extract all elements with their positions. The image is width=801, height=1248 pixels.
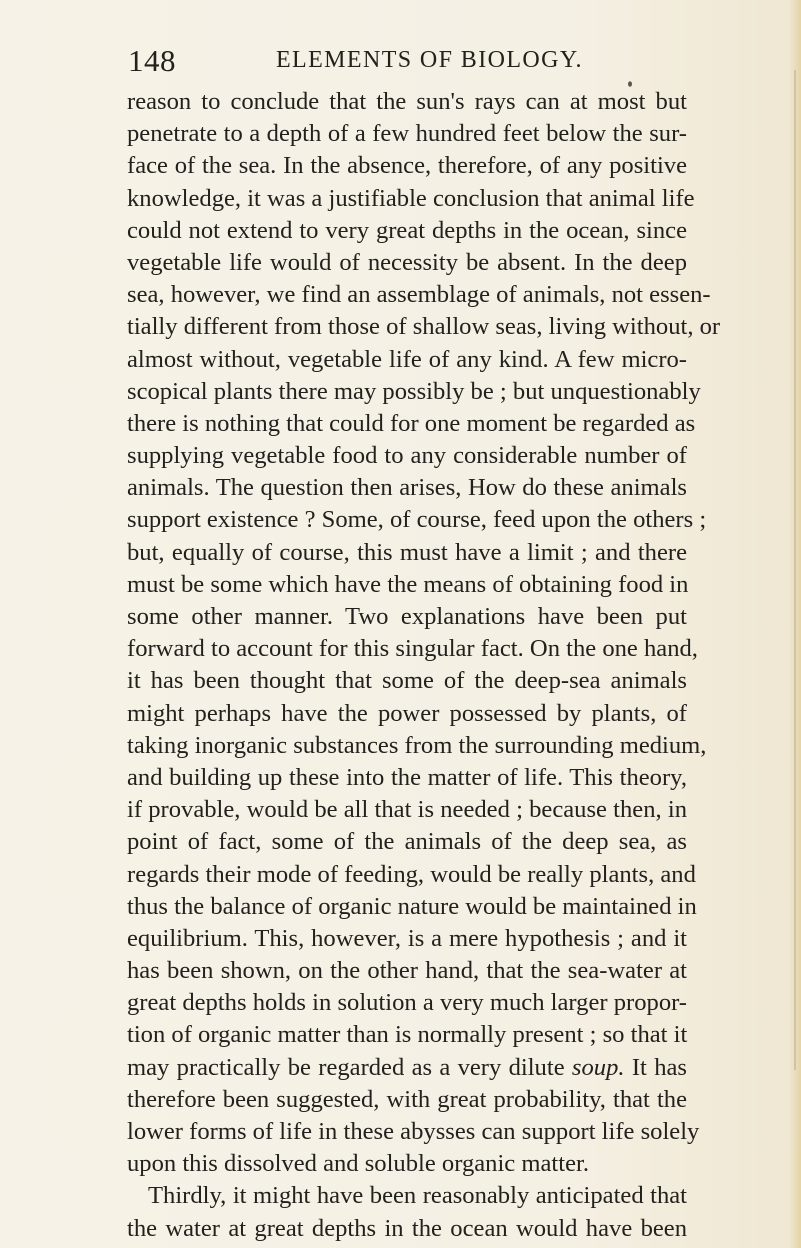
page-body [127,86,721,1242]
paragraph-2 [127,1180,687,1244]
text-line: equilibrium. This, however, is a mere hypothesis ; and it [127,924,687,952]
line-after-emphasis: It has [631,1053,687,1081]
page-edge-line [794,70,796,1070]
page-header [128,43,688,83]
text-line: it has been thought that some of the deep-sea animals [127,667,687,695]
line-before-emphasis: may practically be regarded as a very dilute [127,1053,565,1081]
text-line: tially different from those of shallow seas, living without, or [127,313,721,341]
text-line: but, equally of course, this must have a limit ; and there [127,538,687,566]
text-line: therefore been suggested, with great probability, that the [127,1085,687,1113]
text-line: there is nothing that could for one moment be regarded as [127,409,696,437]
text-line: some other manner. Two explanations have been put [127,603,687,630]
text-line: lower forms of life in these abysses can support life solely [127,1118,700,1145]
page-number: 148 [128,43,176,78]
text-line: animals. The question then arises, How do these animals [127,474,687,502]
text-line: if provable, would be all that is needed ; because then, in [127,796,687,824]
text-line: regards their mode of feeding, would be really plants, and [127,860,696,888]
text-line: supplying vegetable food to any considerable number of [127,442,687,470]
text-line: tion of organic matter than is normally present ; so that it [127,1021,688,1049]
text-line: support existence ? Some, of course, feed upon the others ; [127,506,707,534]
paragraph-start-line: Thirdly, it might have been reasonably anticipated that [148,1182,687,1210]
paragraph-1 [127,86,721,1180]
text-line: might perhaps have the power possessed by plants, of [127,699,687,727]
text-line: knowledge, it was a justifiable conclusion that animal life [127,184,695,212]
text-line: vegetable life would of necessity be absent. In the deep [127,248,687,276]
text-line: great depths holds in solution a very much larger propor- [127,989,687,1017]
text-line: could not extend to very great depths in the ocean, since [127,216,687,244]
paragraph-end-line: upon this dissolved and soluble organic matter. [127,1150,589,1178]
text-line: almost without, vegetable life of any kind. A few micro- [127,345,687,373]
text-line: and building up these into the matter of life. This theory, [127,763,687,791]
text-line: must be some which have the means of obtaining food in [127,570,689,598]
running-title: ELEMENTS OF BIOLOGY. [276,47,583,73]
text-line: thus the balance of organic nature would be maintained in [127,892,697,920]
text-line: the water at great depths in the ocean would have been [127,1214,687,1242]
text-line: sea, however, we find an assemblage of animals, not essen- [127,281,711,309]
emphasized-word: soup. [571,1053,625,1081]
text-line: taking inorganic substances from the surrounding medium, [127,731,707,759]
text-line: scopical plants there may possibly be ; but unquestionably [127,377,701,405]
text-line: forward to account for this singular fact. On the one hand, [127,635,698,663]
text-line: reason to conclude that the sun's rays can at most but [127,88,687,115]
text-line: face of the sea. In the absence, therefore, of any positive [127,152,687,180]
text-line: has been shown, on the other hand, that the sea-water at [127,957,687,985]
text-line-with-emphasis [127,1052,687,1084]
text-line: penetrate to a depth of a few hundred feet below the sur- [127,120,687,148]
text-line: point of fact, some of the animals of the deep sea, as [127,828,687,856]
